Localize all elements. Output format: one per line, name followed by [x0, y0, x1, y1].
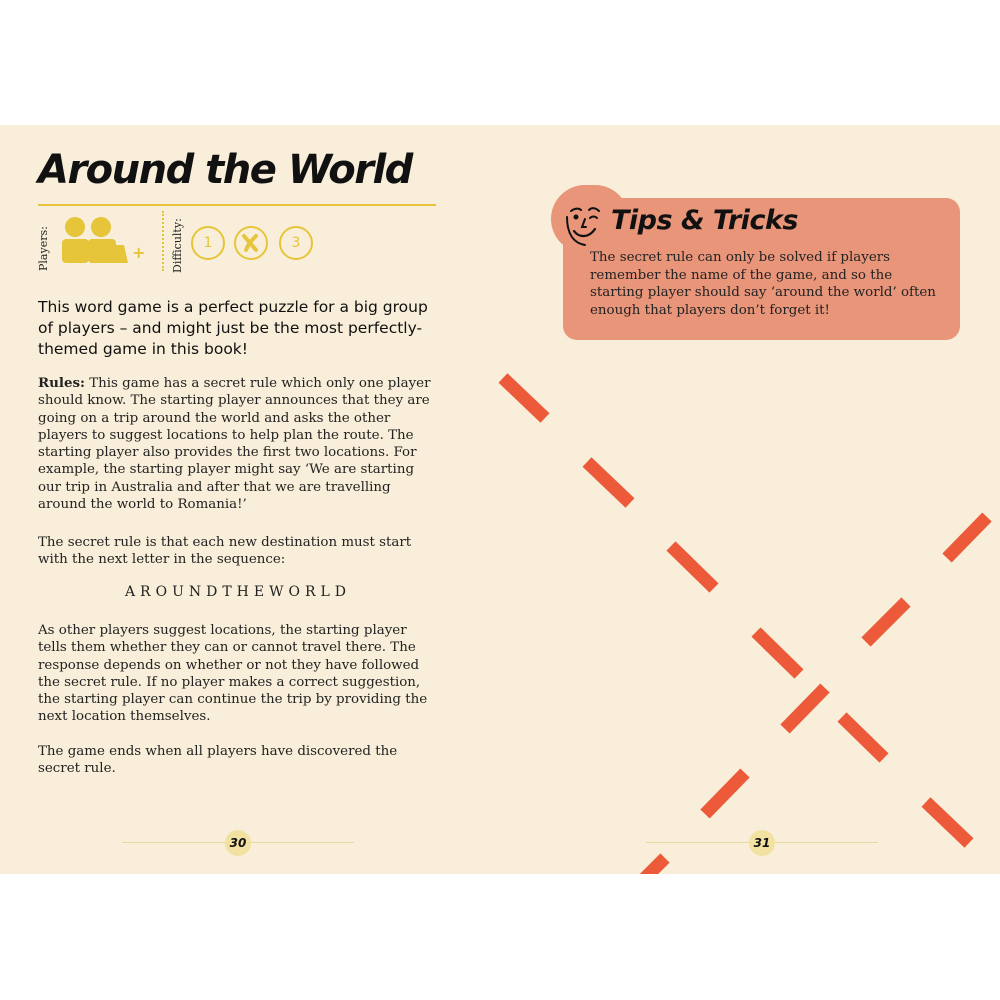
winking-face-icon [565, 203, 605, 247]
dash [503, 378, 545, 418]
dash [785, 688, 825, 729]
tips-text: The secret rule can only be solved if players remember the name of the game, and so the starting player should say ‘around the world’ often enough that players don’t forget it! [590, 250, 936, 318]
dash [705, 773, 745, 814]
difficulty-level-1: 1 [191, 226, 225, 260]
players-label: Players: [37, 226, 50, 271]
dash [638, 858, 665, 874]
dash [842, 717, 884, 758]
secret-rule-paragraph: The secret rule is that each new destination must start with the next letter in the sequence: [38, 535, 412, 568]
dash [756, 632, 799, 674]
dash [947, 517, 987, 558]
rules-heading: Rules: [38, 375, 85, 391]
dash [926, 802, 969, 843]
dash [866, 602, 906, 642]
responses-paragraph: As other players suggest locations, the starting player tells them whether they can or cannot travel there. The response depends on whether or not they have followed the secret rule. If no player makes a correct suggestion, the starting player can continue the trip by providing the next location themselves. [38, 623, 428, 725]
letter-sequence: AROUNDTHEWORLD [124, 584, 352, 600]
players-plus: + [132, 243, 145, 262]
page-number-left: 30 [225, 830, 251, 856]
page-title: Around the World [38, 147, 412, 193]
dash [587, 462, 630, 503]
book-spread [0, 125, 1000, 874]
page-number-right: 31 [749, 830, 775, 856]
dash [671, 546, 714, 588]
rules-text: This game has a secret rule which only one player should know. The starting player announces that they are going on a trip around the world and asks the other players to suggest locations to help plan the route. The starting player also provides the first two locations. For example, the starting player might say ‘We are starting our trip in Australia and after that we are travelling around the world to Romania!’ [38, 376, 431, 513]
difficulty-level-3: 3 [279, 226, 313, 260]
difficulty-label: Difficulty: [171, 218, 184, 273]
tips-title: Tips & Tricks [611, 205, 798, 236]
intro-paragraph: This word game is a perfect puzzle for a big group of players – and might just be the most perfectly-themed game in this book! [38, 298, 428, 358]
game-end-paragraph: The game ends when all players have discovered the secret rule. [38, 744, 398, 777]
